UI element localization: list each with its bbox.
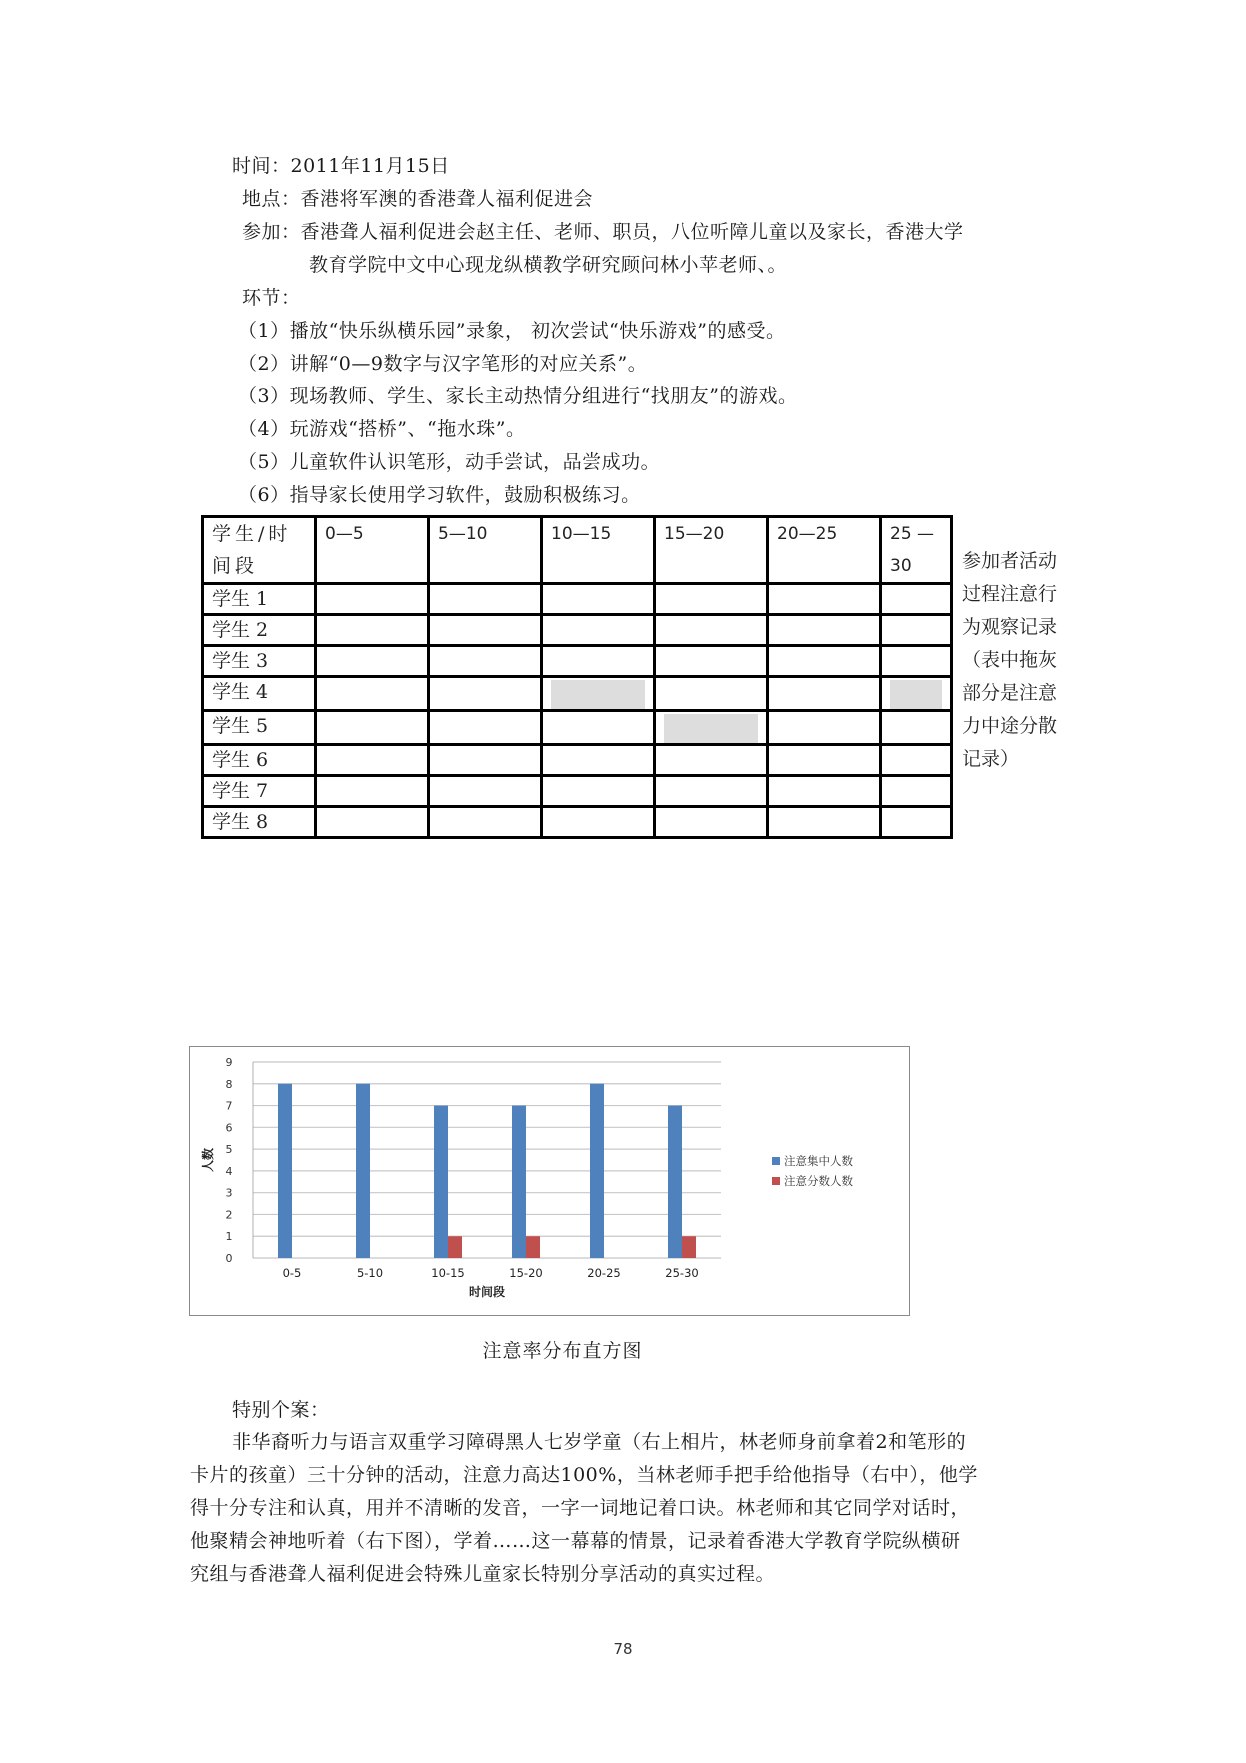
bar-focused [668, 1106, 682, 1258]
table-row [203, 745, 952, 776]
y-tick-label: 5 [225, 1143, 233, 1157]
y-tick-label: 3 [225, 1186, 233, 1200]
x-axis-title: 时间段 [468, 1285, 506, 1299]
table-cell [542, 615, 655, 646]
steps-label: 环节： [242, 287, 301, 309]
table-cell [655, 615, 768, 646]
table-cell [881, 711, 952, 745]
table-cell [429, 776, 542, 807]
table-row [203, 584, 952, 615]
step-item: （5）儿童软件认识笔形，动手尝试，品尝成功。 [238, 451, 661, 473]
table-cell [881, 807, 952, 838]
table-cell [655, 711, 768, 745]
table-row [203, 776, 952, 807]
location-line: 地点：香港将军澳的香港聋人福利促进会 [242, 188, 594, 210]
table-row [203, 615, 952, 646]
table-column-header: 15—20 [655, 517, 768, 584]
table-cell [881, 615, 952, 646]
y-tick-label: 6 [225, 1121, 233, 1135]
table-cell [768, 584, 881, 615]
table-cell [881, 776, 952, 807]
y-tick-label: 7 [225, 1099, 233, 1113]
row-label: 学生 2 [203, 615, 316, 646]
step-item: （6）指导家长使用学习软件，鼓励积极练习。 [238, 484, 641, 506]
step-item: （2）讲解“0—9数字与汉字笔形的对应关系”。 [238, 353, 648, 375]
chart-caption: 注意率分布直方图 [482, 1340, 643, 1362]
bar-focused [356, 1084, 370, 1258]
table-column-header: 5—10 [429, 517, 542, 584]
x-tick-label: 0-5 [282, 1266, 302, 1280]
table-cell [429, 711, 542, 745]
table-cell [429, 584, 542, 615]
table-cell [655, 745, 768, 776]
table-cell [316, 646, 429, 677]
row-label: 学生 8 [203, 807, 316, 838]
bar-focused [512, 1106, 526, 1258]
bar-distracted [526, 1236, 540, 1258]
legend-label: 注意集中人数 [784, 1154, 853, 1168]
table-cell [768, 745, 881, 776]
step-item: （3）现场教师、学生、家长主动热情分组进行“找朋友”的游戏。 [238, 385, 798, 407]
table-cell [542, 646, 655, 677]
row-label: 学生 1 [203, 584, 316, 615]
date-line: 时间：2011年11月15日 [232, 155, 450, 177]
table-cell [542, 745, 655, 776]
y-tick-label: 0 [225, 1252, 233, 1265]
table-cell [655, 584, 768, 615]
x-tick-label: 25-30 [665, 1266, 699, 1280]
page-number: 78 [613, 1640, 633, 1658]
table-cell [881, 646, 952, 677]
table-cell [429, 677, 542, 711]
legend-label: 注意分数人数 [784, 1174, 853, 1188]
table-cell [768, 677, 881, 711]
table-cell [542, 776, 655, 807]
row-label: 学生 3 [203, 646, 316, 677]
table-cell [316, 807, 429, 838]
table-cell [429, 745, 542, 776]
x-tick-label: 15-20 [509, 1266, 543, 1280]
x-tick-label: 5-10 [356, 1266, 384, 1280]
table-cell [316, 615, 429, 646]
table-cell [655, 677, 768, 711]
table-cell [429, 807, 542, 838]
distraction-shade [664, 714, 758, 743]
table-cell [768, 711, 881, 745]
table-cell [542, 807, 655, 838]
table-row [203, 711, 952, 745]
table-column-header: 25 — 30 [881, 517, 952, 584]
table-cell [768, 807, 881, 838]
table-column-header: 0—5 [316, 517, 429, 584]
y-tick-label: 9 [225, 1056, 233, 1069]
legend-swatch [772, 1157, 780, 1165]
table-cell [429, 646, 542, 677]
y-tick-label: 1 [225, 1230, 233, 1244]
step-item: （4）玩游戏“搭桥”、“拖水珠”。 [238, 418, 526, 440]
table-row [203, 807, 952, 838]
special-case-line: 卡片的孩童）三十分钟的活动，注意力高达100%，当林老师手把手给他指导（右中），他学 [190, 1464, 978, 1486]
y-tick-label: 4 [225, 1164, 233, 1178]
table-cell [316, 584, 429, 615]
distraction-shade [551, 680, 645, 709]
bar-distracted [448, 1236, 462, 1258]
table-cell [655, 776, 768, 807]
table-cell [542, 711, 655, 745]
bar-distracted [682, 1236, 696, 1258]
special-case-line: 究组与香港聋人福利促进会特殊儿童家长特别分享活动的真实过程。 [190, 1563, 776, 1585]
table-cell [316, 711, 429, 745]
table-cell [316, 776, 429, 807]
bar-focused [278, 1084, 292, 1258]
table-corner-header: 学生/时间段 [203, 517, 316, 584]
step-item: （1）播放“快乐纵横乐园”录象， 初次尝试“快乐游戏”的感受。 [238, 320, 786, 342]
table-cell [768, 646, 881, 677]
attention-bar-chart [190, 1047, 909, 1315]
participants-line-2: 教育学院中文中心现龙纵横教学研究顾问林小苹老师、。 [309, 254, 788, 276]
table-column-header: 10—15 [542, 517, 655, 584]
special-case-heading: 特别个案： [232, 1399, 330, 1421]
special-case-line: 非华裔听力与语言双重学习障碍黑人七岁学童（右上相片，林老师身前拿着2和笔形的 [232, 1431, 967, 1453]
table-cell [429, 615, 542, 646]
bar-focused [434, 1106, 448, 1258]
table-cell [542, 677, 655, 711]
table-cell [316, 745, 429, 776]
row-label: 学生 6 [203, 745, 316, 776]
y-axis-title: 人数 [201, 1147, 215, 1173]
legend-swatch [772, 1177, 780, 1185]
table-cell [881, 584, 952, 615]
table-cell [768, 776, 881, 807]
table-header-row [203, 517, 952, 584]
y-tick-label: 8 [225, 1077, 233, 1091]
y-tick-label: 2 [225, 1208, 233, 1222]
distraction-shade [890, 680, 942, 709]
table-cell [542, 584, 655, 615]
table-row [203, 646, 952, 677]
x-tick-label: 10-15 [431, 1266, 465, 1280]
table-cell [655, 646, 768, 677]
bar-focused [590, 1084, 604, 1258]
row-label: 学生 7 [203, 776, 316, 807]
table-cell [881, 677, 952, 711]
table-cell [768, 615, 881, 646]
table-column-header: 20—25 [768, 517, 881, 584]
observation-table [201, 515, 953, 839]
special-case-line: 他聚精会神地听着（右下图），学着……这一幕幕的情景，记录着香港大学教育学院纵横研 [190, 1530, 961, 1552]
row-label: 学生 5 [203, 711, 316, 745]
row-label: 学生 4 [203, 677, 316, 711]
chart-frame [189, 1046, 910, 1316]
table-cell [655, 807, 768, 838]
x-tick-label: 20-25 [587, 1266, 621, 1280]
table-cell [881, 745, 952, 776]
table-cell [316, 677, 429, 711]
table-side-note: 参加者活动过程注意行为观察记录（表中拖灰部分是注意力中途分散记录） [962, 550, 1058, 770]
table-row [203, 677, 952, 711]
participants-line-1: 参加：香港聋人福利促进会赵主任、老师、职员，八位听障儿童以及家长，香港大学 [242, 221, 964, 243]
special-case-line: 得十分专注和认真，用并不清晰的发音，一字一词地记着口诀。林老师和其它同学对话时， [190, 1497, 971, 1519]
